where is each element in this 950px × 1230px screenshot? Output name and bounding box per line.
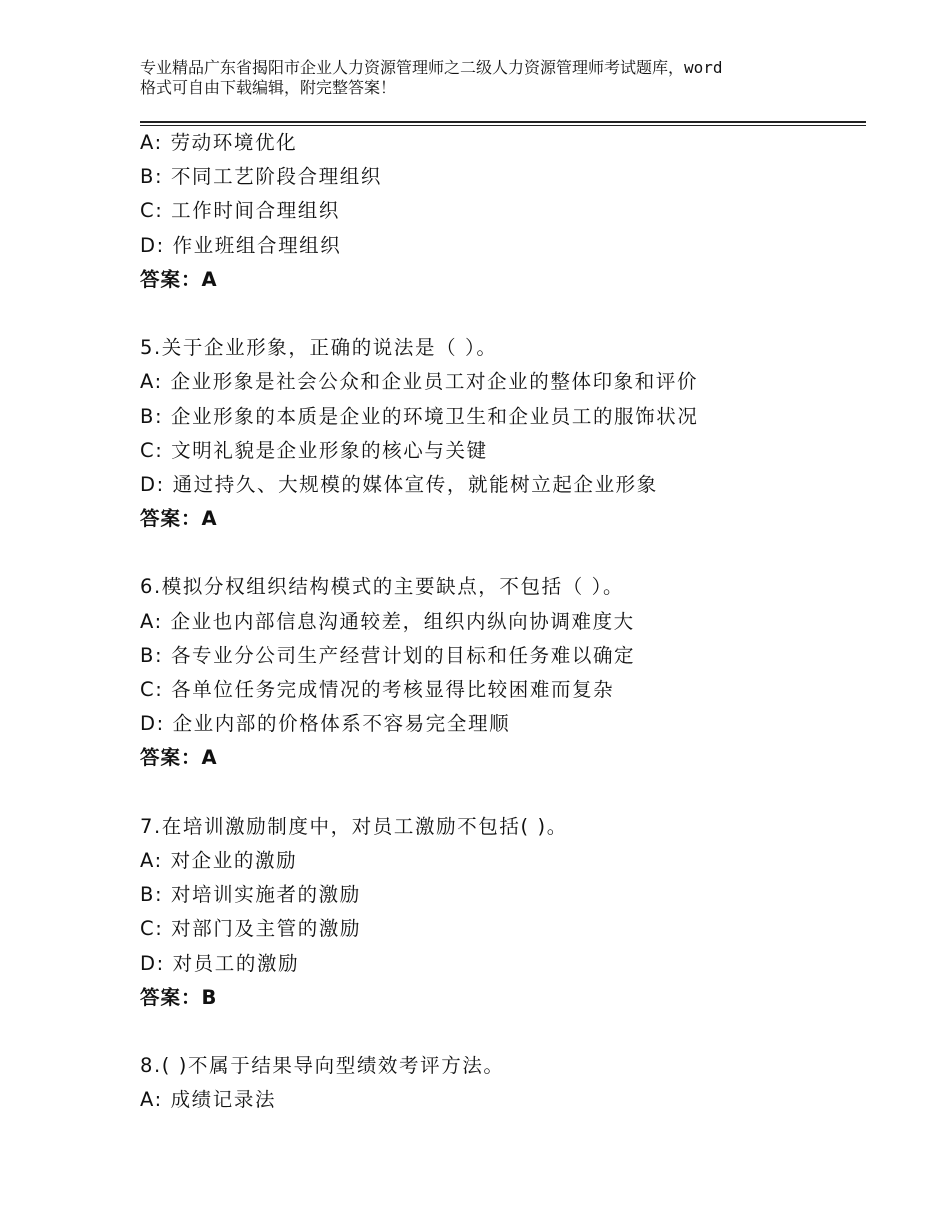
option-c: C: 工作时间合理组织 <box>140 199 340 223</box>
option-b: B: 企业形象的本质是企业的环境卫生和企业员工的服饰状况 <box>140 404 699 428</box>
answer-line: 答案：A <box>140 746 218 770</box>
block-spacer <box>140 1015 866 1049</box>
header-title-line-1: 专业精品广东省揭阳市企业人力资源管理师之二级人力资源管理师考试题库，word <box>140 58 723 77</box>
option-a: A: 成绩记录法 <box>140 1088 277 1112</box>
question-block <box>140 570 866 775</box>
option-a: A: 企业也内部信息沟通较差，组织内纵向协调难度大 <box>140 609 635 633</box>
option-c: C: 各单位任务完成情况的考核显得比较困难而复杂 <box>140 678 615 701</box>
option-a: A: 对企业的激励 <box>140 848 298 872</box>
option-d: D: 通过持久、大规模的媒体宣传，就能树立起企业形象 <box>140 472 658 496</box>
question-stem: 7.在培训激励制度中，对员工激励不包括( )。 <box>140 814 568 838</box>
header-title-line-2: 格式可自由下载编辑，附完整答案！ <box>140 78 397 97</box>
question-block <box>140 331 866 536</box>
option-d: D: 作业班组合理组织 <box>140 233 342 257</box>
question-stem: 8.( )不属于结果导向型绩效考评方法。 <box>140 1054 505 1078</box>
question-block <box>140 1049 866 1117</box>
block-spacer <box>140 776 866 810</box>
block-spacer <box>140 536 866 570</box>
question-block <box>140 810 866 1015</box>
option-c: C: 对部门及主管的激励 <box>140 917 362 941</box>
question-stem: 5.关于企业形象，正确的说法是（ ）。 <box>140 336 498 360</box>
option-b: B: 对培训实施者的激励 <box>140 883 361 907</box>
option-a: A: 企业形象是社会公众和企业员工对企业的整体印象和评价 <box>140 370 699 394</box>
question-stem: 6.模拟分权组织结构模式的主要缺点，不包括（ ）。 <box>140 575 625 599</box>
answer-line: 答案：A <box>140 507 218 531</box>
answer-line: 答案：A <box>140 267 218 291</box>
option-b: B: 不同工艺阶段合理组织 <box>140 165 382 189</box>
option-c: C: 文明礼貌是企业形象的核心与关键 <box>140 438 488 462</box>
option-a: A: 劳动环境优化 <box>140 131 298 154</box>
document-header <box>140 58 840 98</box>
option-d: D: 对员工的激励 <box>140 951 300 975</box>
option-b: B: 各专业分公司生产经营计划的目标和任务难以确定 <box>140 643 636 667</box>
option-d: D: 企业内部的价格体系不容易完全理顺 <box>140 712 511 736</box>
block-spacer <box>140 297 866 331</box>
question-block <box>140 126 866 297</box>
answer-line: 答案：B <box>140 985 218 1009</box>
header-divider-thick <box>140 121 866 123</box>
question-list <box>140 126 866 1117</box>
